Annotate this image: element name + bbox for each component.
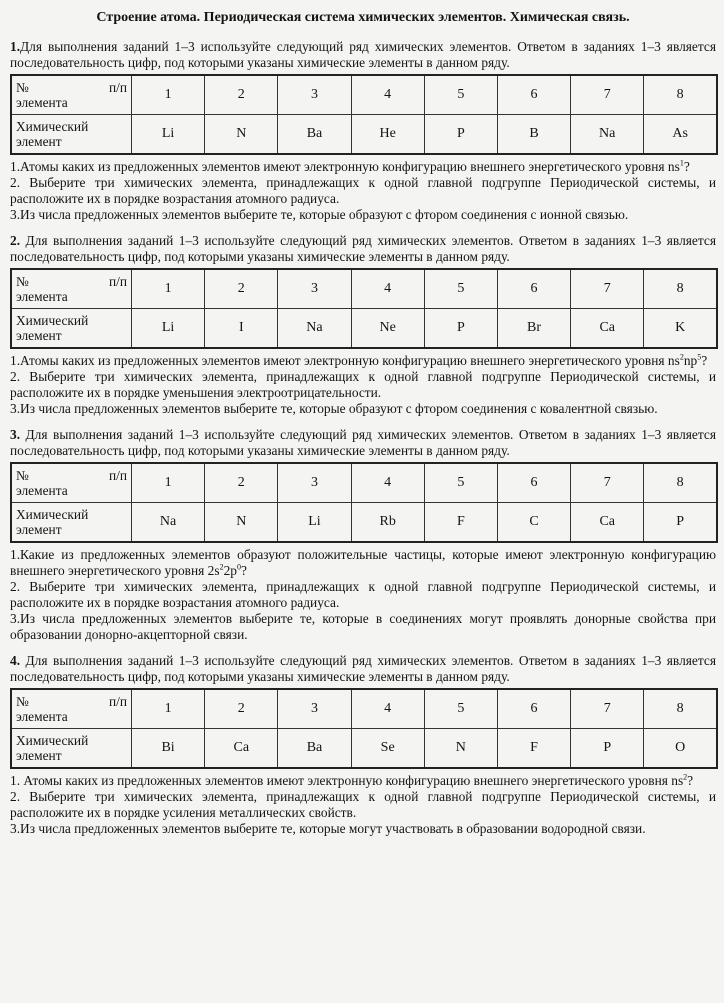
element-cell: As (644, 115, 717, 155)
column-number: 8 (644, 689, 717, 729)
element-table (10, 462, 718, 543)
task-intro-text: Для выполнения заданий 1–3 используйте следующий ряд химических элементов. Ответом в заданиях 1–3 является последовательность цифр, под которыми указаны химические элементы в данном ряду. (10, 427, 716, 458)
number-row (11, 689, 717, 729)
row-label: Химический элемент (11, 309, 132, 349)
q1-end: ? (687, 773, 694, 788)
column-number: 8 (644, 463, 717, 503)
element-row (11, 309, 717, 349)
element-cell: Se (351, 729, 424, 769)
header-num: № (16, 274, 29, 289)
number-row (11, 75, 717, 115)
element-cell: P (424, 115, 497, 155)
column-number: 1 (132, 689, 205, 729)
element-cell: N (205, 503, 278, 543)
column-number: 5 (424, 269, 497, 309)
column-number: 3 (278, 269, 351, 309)
task-number: 1. (10, 39, 21, 54)
element-cell: K (644, 309, 717, 349)
header-top (16, 80, 127, 95)
column-number: 3 (278, 463, 351, 503)
q1-superscript: 2 (219, 562, 224, 572)
task-intro-text: Для выполнения заданий 1–3 используйте следующий ряд химических элементов. Ответом в заданиях 1–3 является последовательность цифр, под которыми указаны химические элементы в данном ряду. (10, 653, 716, 684)
element-table (10, 688, 718, 769)
column-number: 6 (497, 689, 570, 729)
q1-end: ? (683, 159, 690, 174)
q1-text: 1.Атомы каких из предложенных элементов имеют электронную конфигурацию внешнего энергетического уровня ns (10, 353, 680, 368)
element-cell: P (644, 503, 717, 543)
header-element-word: элемента (16, 95, 68, 110)
column-number: 1 (132, 75, 205, 115)
question-2: 2. Выберите три химических элемента, принадлежащих к одной главной подгруппе Периодической системы, и расположите их в порядке возрастания атомного радиуса. (10, 579, 716, 610)
column-number: 7 (571, 75, 644, 115)
element-cell: Na (278, 309, 351, 349)
task-block (10, 643, 716, 837)
header-num: № (16, 468, 29, 483)
header-pp: п/п (108, 274, 127, 289)
element-cell: C (497, 503, 570, 543)
element-cell: O (644, 729, 717, 769)
q1-superscript: 2 (683, 772, 688, 782)
q1-superscript-2: 0 (236, 562, 241, 572)
element-table (10, 268, 718, 349)
element-cell: Ca (571, 503, 644, 543)
element-cell: Li (132, 115, 205, 155)
element-cell: Br (497, 309, 570, 349)
element-cell: B (497, 115, 570, 155)
element-cell: P (571, 729, 644, 769)
column-number: 7 (571, 463, 644, 503)
q1-mid: 2p (223, 563, 237, 578)
number-row (11, 269, 717, 309)
column-number: 4 (351, 75, 424, 115)
header-cell (11, 75, 132, 115)
task-intro-text: Для выполнения заданий 1–3 используйте следующий ряд химических элементов. Ответом в заданиях 1–3 является последовательность цифр, под которыми указаны химические элементы в данном ряду. (10, 39, 716, 70)
element-cell: Ca (571, 309, 644, 349)
element-cell: Ba (278, 115, 351, 155)
element-cell: Ne (351, 309, 424, 349)
column-number: 6 (497, 269, 570, 309)
header-top (16, 468, 127, 483)
header-pp: п/п (108, 468, 127, 483)
column-number: 5 (424, 75, 497, 115)
question-3: 3.Из числа предложенных элементов выберите те, которые образуют с фтором соединения с ковалентной связью. (10, 401, 658, 416)
element-table (10, 74, 718, 155)
element-cell: N (424, 729, 497, 769)
task-number: 2. (10, 233, 21, 248)
q1-superscript-2: 5 (697, 352, 702, 362)
question-2: 2. Выберите три химических элемента, принадлежащих к одной главной подгруппе Периодической системы, и расположите их в порядке возрастания атомного радиуса. (10, 175, 716, 206)
column-number: 5 (424, 463, 497, 503)
column-number: 2 (205, 689, 278, 729)
header-element-word: элемента (16, 709, 68, 724)
q1-text: 1.Какие из предложенных элементов образуют положительные частицы, которые имеют электронную конфигурацию внешнего энергетического уровня 2s (10, 547, 716, 578)
task-intro (10, 39, 716, 71)
column-number: 8 (644, 269, 717, 309)
task-intro (10, 233, 716, 265)
task-block (10, 39, 716, 223)
column-number: 4 (351, 269, 424, 309)
question-1 (10, 547, 716, 579)
task-intro (10, 653, 716, 685)
spacer (10, 417, 716, 427)
element-cell: Rb (351, 503, 424, 543)
column-number: 7 (571, 689, 644, 729)
column-number: 1 (132, 269, 205, 309)
spacer (10, 223, 716, 233)
header-num: № (16, 694, 29, 709)
column-number: 6 (497, 75, 570, 115)
column-number: 3 (278, 689, 351, 729)
header-cell (11, 463, 132, 503)
column-number: 2 (205, 463, 278, 503)
column-number: 1 (132, 463, 205, 503)
element-cell: N (205, 115, 278, 155)
question-3: 3.Из числа предложенных элементов выберите те, которые могут участвовать в образовании водородной связи. (10, 821, 646, 836)
question-1 (10, 353, 716, 369)
q1-end: ? (240, 563, 247, 578)
column-number: 4 (351, 689, 424, 729)
question-1 (10, 159, 716, 175)
header-cell (11, 269, 132, 309)
row-label: Химический элемент (11, 729, 132, 769)
column-number: 7 (571, 269, 644, 309)
task-number: 4. (10, 653, 21, 668)
element-cell: F (424, 503, 497, 543)
q1-superscript: 1 (679, 158, 684, 168)
header-pp: п/п (108, 694, 127, 709)
header-pp: п/п (108, 80, 127, 95)
question-3: 3.Из числа предложенных элементов выберите те, которые в соединениях могут проявлять донорные свойства при образовании донорно-акцепторной связи. (10, 611, 716, 642)
task-block (10, 223, 716, 417)
question-1 (10, 773, 716, 789)
column-number: 4 (351, 463, 424, 503)
header-element-word: элемента (16, 289, 68, 304)
q1-mid: np (683, 353, 698, 368)
spacer (10, 643, 716, 653)
column-number: 2 (205, 269, 278, 309)
header-cell (11, 689, 132, 729)
element-cell: P (424, 309, 497, 349)
task-list (10, 39, 716, 837)
question-2: 2. Выберите три химических элемента, принадлежащих к одной главной подгруппе Периодической системы, и расположите их в порядке усиления металлических свойств. (10, 789, 716, 820)
page-title: Строение атома. Периодическая система химических элементов. Химическая связь. (96, 10, 630, 25)
header-top (16, 274, 127, 289)
task-intro (10, 427, 716, 459)
element-cell: Na (571, 115, 644, 155)
column-number: 5 (424, 689, 497, 729)
q1-text: 1.Атомы каких из предложенных элементов имеют электронную конфигурацию внешнего энергетического уровня ns (10, 159, 680, 174)
element-cell: Bi (132, 729, 205, 769)
question-2: 2. Выберите три химических элемента, принадлежащих к одной главной подгруппе Периодической системы, и расположите их в порядке уменьшения электроотрицательности. (10, 369, 716, 400)
element-cell: He (351, 115, 424, 155)
column-number: 3 (278, 75, 351, 115)
element-cell: Ba (278, 729, 351, 769)
header-element-word: элемента (16, 483, 68, 498)
header-num: № (16, 80, 29, 95)
element-row (11, 503, 717, 543)
task-block (10, 417, 716, 643)
column-number: 2 (205, 75, 278, 115)
q1-end: ? (701, 353, 708, 368)
element-cell: Li (278, 503, 351, 543)
element-cell: F (497, 729, 570, 769)
question-3: 3.Из числа предложенных элементов выберите те, которые образуют с фтором соединения с ионной связью. (10, 207, 629, 222)
element-cell: I (205, 309, 278, 349)
row-label: Химический элемент (11, 503, 132, 543)
header-top (16, 694, 127, 709)
element-row (11, 115, 717, 155)
task-number: 3. (10, 427, 21, 442)
element-cell: Ca (205, 729, 278, 769)
column-number: 6 (497, 463, 570, 503)
element-row (11, 729, 717, 769)
column-number: 8 (644, 75, 717, 115)
number-row (11, 463, 717, 503)
element-cell: Na (132, 503, 205, 543)
q1-text: 1. Атомы каких из предложенных элементов имеют электронную конфигурацию внешнего энергетического уровня ns (10, 773, 684, 788)
row-label: Химический элемент (11, 115, 132, 155)
task-intro-text: Для выполнения заданий 1–3 используйте следующий ряд химических элементов. Ответом в заданиях 1–3 является последовательность цифр, под которыми указаны химические элементы в данном ряду. (10, 233, 716, 264)
element-cell: Li (132, 309, 205, 349)
q1-superscript: 2 (679, 352, 684, 362)
